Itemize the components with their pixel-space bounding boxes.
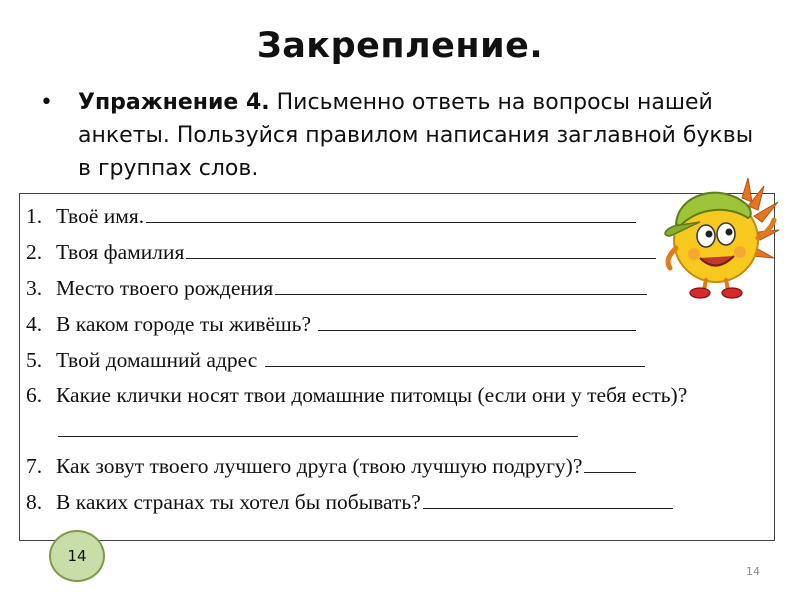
question-text: Твой домашний адрес	[56, 348, 263, 372]
left-shoe	[690, 288, 710, 298]
answer-line[interactable]	[275, 273, 647, 295]
answer-line[interactable]	[58, 415, 578, 437]
answer-line[interactable]	[423, 487, 673, 509]
question-number: 8.	[26, 490, 43, 514]
question-number: 3.	[26, 276, 43, 300]
question-item-5	[20, 342, 776, 378]
question-text: В каком городе ты живёшь?	[56, 312, 317, 336]
question-item-6	[20, 378, 776, 448]
question-number: 5.	[26, 348, 43, 372]
exercise-label: Упражнение 4.	[78, 90, 270, 115]
right-shoe	[722, 288, 742, 298]
question-text: Твоя фамилия	[56, 240, 185, 264]
exercise-body: Письменно ответь на вопросы нашей анкеты. Пользуйся правилом написания заглавной буквы в группах слов.	[78, 90, 754, 181]
slide-title: Закрепление.	[256, 26, 544, 66]
question-number: 4.	[26, 312, 43, 336]
bullet-point: •	[40, 90, 53, 115]
answer-line[interactable]	[186, 237, 656, 259]
question-number: 7.	[26, 454, 43, 478]
question-number: 6.	[26, 383, 43, 407]
question-number: 2.	[26, 240, 43, 264]
waving-arm	[758, 220, 774, 238]
question-item-4	[20, 306, 776, 342]
question-text: Твоё имя.	[56, 204, 145, 228]
answer-line[interactable]	[584, 451, 636, 473]
instruction-text	[40, 86, 760, 185]
question-item-8	[20, 484, 776, 520]
question-text: Место твоего рождения	[56, 276, 274, 300]
left-eye	[697, 225, 715, 247]
left-pupil	[706, 231, 713, 238]
answer-line[interactable]	[265, 345, 645, 367]
right-pupil	[726, 229, 733, 236]
answer-line[interactable]	[318, 309, 636, 331]
cheek	[688, 248, 700, 260]
slide-number: 14	[746, 565, 760, 578]
page-number-badge: 14	[49, 530, 105, 582]
answer-line[interactable]	[146, 201, 636, 223]
question-text: Как зовут твоего лучшего друга (твою лучшую подругу)?	[56, 454, 583, 478]
question-item-7	[20, 448, 776, 484]
question-text: В каких странах ты хотел бы побывать?	[56, 490, 421, 514]
exercise-instruction	[40, 86, 760, 185]
left-arm	[668, 248, 676, 268]
right-eye	[717, 223, 735, 245]
smiling-sun-illustration	[660, 176, 780, 301]
question-text: Какие клички носят твои домашние питомцы (если они у тебя есть)?	[56, 383, 688, 407]
question-number: 1.	[26, 204, 43, 228]
cheek	[734, 246, 746, 258]
